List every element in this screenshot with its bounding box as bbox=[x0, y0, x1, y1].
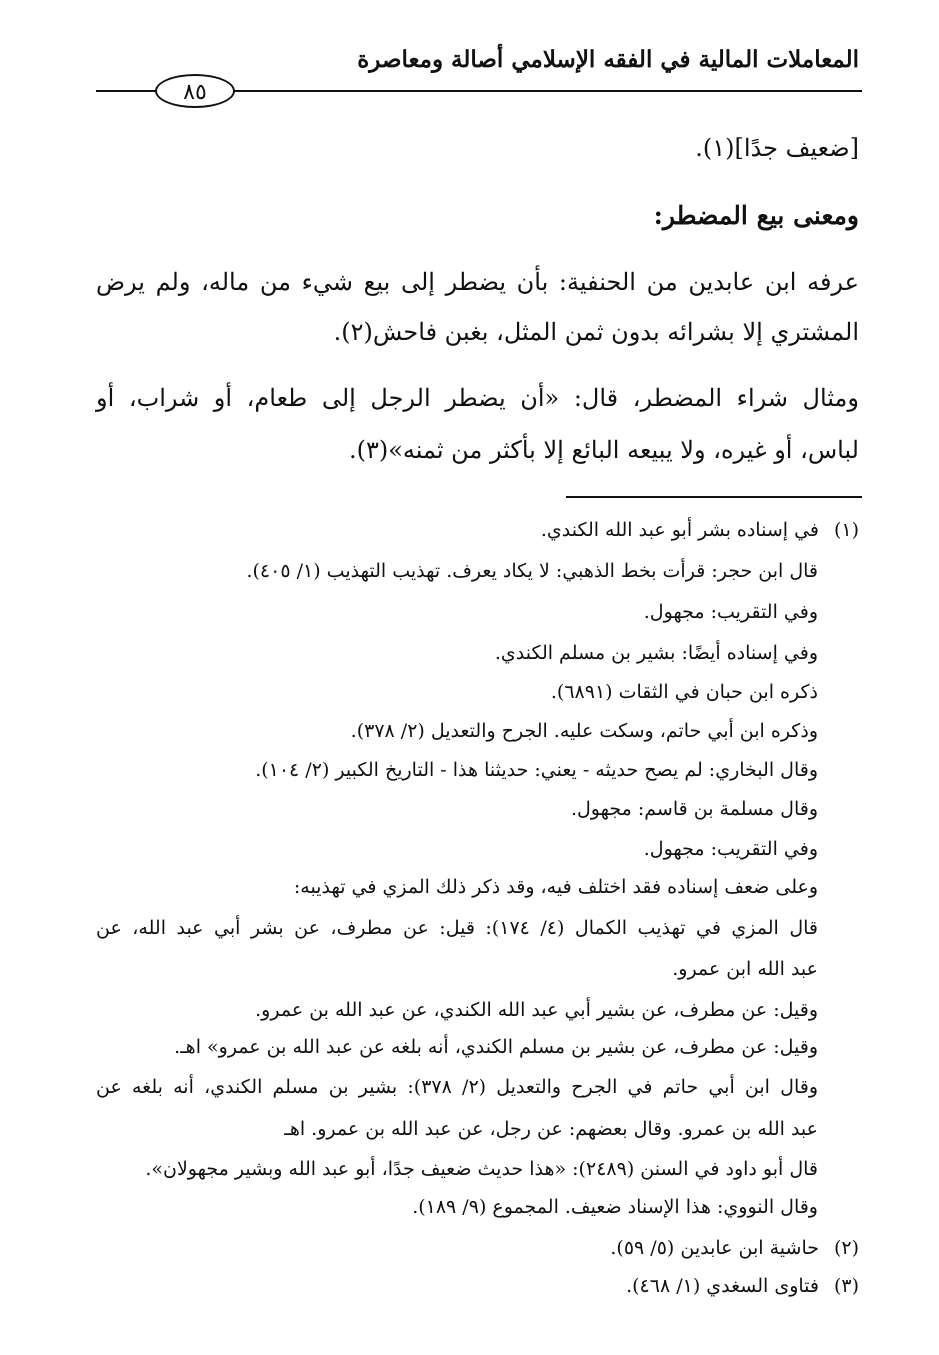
footnote-1-line: وقال مسلمة بن قاسم: مجهول. bbox=[570, 798, 818, 820]
paragraph-1-line-1: عرفه ابن عابدين من الحنفية: بأن يضطر إلى بيع شيء من ماله، ولم يرض bbox=[96, 268, 859, 296]
page-number: ٨٥ bbox=[155, 74, 235, 108]
footnote-1-line: وذكره ابن أبي حاتم، وسكت عليه. الجرح والتعديل (٢/ ٣٧٨). bbox=[350, 720, 818, 742]
footnote-1-number: (١) bbox=[833, 519, 859, 541]
footnote-1-line: قال ابن حجر: قرأت بخط الذهبي: لا يكاد يعرف. تهذيب التهذيب (١/ ٤٠٥). bbox=[246, 560, 818, 582]
running-header-title: المعاملات المالية في الفقه الإسلامي أصالة ومعاصرة bbox=[357, 46, 859, 73]
footnote-1-line: وقال البخاري: لم يصح حديثه - يعني: حديثنا هذا - التاريخ الكبير (٢/ ١٠٤). bbox=[255, 759, 818, 781]
footnote-1 bbox=[96, 516, 859, 544]
footnote-1-line: وقيل: عن مطرف، عن بشير بن مسلم الكندي، أنه بلغه عن عبد الله بن عمرو» اهـ. bbox=[174, 1036, 818, 1058]
footnote-1-line: قال أبو داود في السنن (٢٤٨٩): «هذا حديث ضعيف جدًا، أبو عبد الله وبشير مجهولان». bbox=[145, 1158, 818, 1180]
grade-line: [ضعيف جدًا](١). bbox=[695, 134, 859, 162]
paragraph-2-line-1: ومثال شراء المضطر، قال: «أن يضطر الرجل إلى طعام، أو شراب، أو bbox=[96, 384, 859, 412]
footnote-3 bbox=[96, 1272, 859, 1300]
footnote-2 bbox=[96, 1234, 859, 1262]
footnote-1-line: وقال ابن أبي حاتم في الجرح والتعديل (٢/ ٣٧٨): بشير بن مسلم الكندي، أنه بلغه عن bbox=[96, 1076, 818, 1098]
footnote-1-line: وعلى ضعف إسناده فقد اختلف فيه، وقد ذكر ذلك المزي في تهذيبه: bbox=[293, 876, 818, 898]
footnote-1-line: وفي التقريب: مجهول. bbox=[643, 601, 818, 623]
footnote-2-text: حاشية ابن عابدين (٥/ ٥٩). bbox=[610, 1237, 819, 1259]
paragraph-1-line-2: المشتري إلا بشرائه بدون ثمن المثل، بغبن فاحش(٢). bbox=[333, 318, 859, 346]
footnote-1-line: عبد الله ابن عمرو. bbox=[672, 958, 818, 980]
footnote-1-line: وفي التقريب: مجهول. bbox=[643, 838, 818, 860]
footnote-1-line: وقيل: عن مطرف، عن بشير أبي عبد الله الكندي، عن عبد الله بن عمرو. bbox=[255, 999, 818, 1021]
footnote-3-number: (٣) bbox=[833, 1275, 859, 1297]
footnote-3-text: فتاوى السغدي (١/ ٤٦٨). bbox=[626, 1275, 819, 1297]
section-heading: ومعنى بيع المضطر: bbox=[653, 201, 859, 230]
footnote-1-line: وفي إسناده أيضًا: بشير بن مسلم الكندي. bbox=[494, 642, 818, 664]
footnote-separator bbox=[566, 496, 862, 498]
footnote-1-line: قال المزي في تهذيب الكمال (٤/ ١٧٤): قيل: عن مطرف، عن بشر أبي عبد الله، عن bbox=[96, 917, 818, 939]
footnote-1-first-line: في إسناده بشر أبو عبد الله الكندي. bbox=[540, 519, 819, 541]
footnote-2-number: (٢) bbox=[833, 1237, 859, 1259]
footnote-1-line: ذكره ابن حبان في الثقات (٦٨٩١). bbox=[550, 681, 818, 703]
paragraph-2-line-2: لباس، أو غيره، ولا يبيعه البائع إلا بأكثر من ثمنه»(٣). bbox=[348, 436, 859, 464]
footnote-1-line: وقال النووي: هذا الإسناد ضعيف. المجموع (٩/ ١٨٩). bbox=[412, 1196, 818, 1218]
footnote-1-line: عبد الله بن عمرو. وقال بعضهم: عن رجل، عن عبد الله بن عمرو. اهـ bbox=[284, 1118, 818, 1140]
